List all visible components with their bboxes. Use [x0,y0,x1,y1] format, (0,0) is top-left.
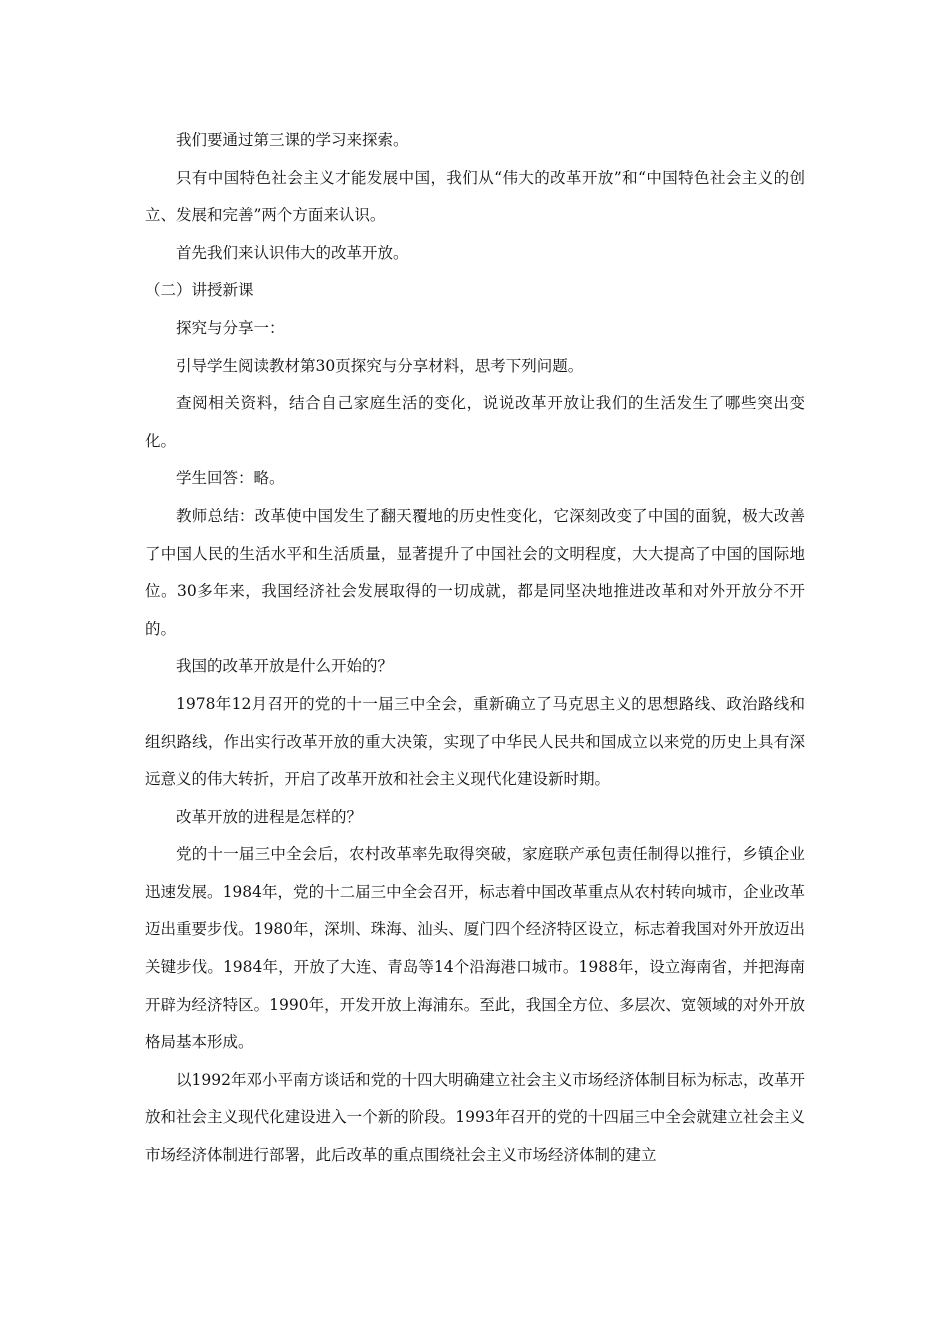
paragraph-intro: 我们要通过第三课的学习来探索。 [176,131,409,149]
paragraph-summary: 教师总结：改革使中国发生了翻天覆地的历史性变化，它深刻改变了中国的面貌，极大改善了中国人民的生活水平和生活质量，显著提升了中国社会的文明程度，大大提高了中国的国际地位。30多年来，我国经济社会发展取得的一切成就，都是同坚决地推进改革和对外开放分不开的。 [145,506,805,638]
paragraph-guide: 引导学生阅读教材第30页探究与分享材料，思考下列问题。 [176,356,584,375]
paragraph-question-start: 我国的改革开放是什么开始的？ [176,657,394,676]
paragraph-1978: 1978年12月召开的党的十一届三中全会，重新确立了马克思主义的思想路线、政治路线和组织路线，作出实行改革开放的重大决策，实现了中华民人民共和国成立以来党的历史上具有深远意义的伟大转折，开启了改革开放和社会主义现代化建设新时期。 [145,694,805,789]
section-heading: （二）讲授新课 [145,281,254,300]
paragraph-first: 首先我们来认识伟大的改革开放。 [176,243,409,262]
paragraph-1992: 以1992年邓小平南方谈话和党的十四大明确建立社会主义市场经济体制目标为标志，改革开放和社会主义现代化建设进入一个新的阶段。1993年召开的党的十四届三中全会就建立社会主义市场经济体制进行部署，此后改革的重点围绕社会主义市场经济体制的建立 [145,1070,805,1165]
paragraph-question: 查阅相关资料，结合自己家庭生活的变化，说说改革开放让我们的生活发生了哪些突出变化。 [145,394,805,450]
explore-heading: 探究与分享一： [176,318,285,337]
paragraph-question-process: 改革开放的进程是怎样的？ [176,807,363,826]
paragraph-socialism: 只有中国特色社会主义才能发展中国，我们从“伟大的改革开放”和“中国特色社会主义的创立、发展和完善”两个方面来认识。 [145,168,805,225]
document-body [145,122,805,1175]
paragraph-process: 党的十一届三中全会后，农村改革率先取得突破，家庭联产承包责任制得以推行，乡镇企业迅速发展。1984年，党的十二届三中全会召开，标志着中国改革重点从农村转向城市，企业改革迈出重要步伐。1980年，深圳、珠海、汕头、厦门四个经济特区设立，标志着我国对外开放迈出关键步伐。1984年，开放了大连、青岛等14个沿海港口城市。1988年，设立海南省，并把海南开辟为经济特区。1990年，开发开放上海浦东。至此，我国全方位、多层次、宽领域的对外开放格局基本形成。 [145,845,805,1052]
paragraph-answer: 学生回答：略。 [176,469,285,488]
